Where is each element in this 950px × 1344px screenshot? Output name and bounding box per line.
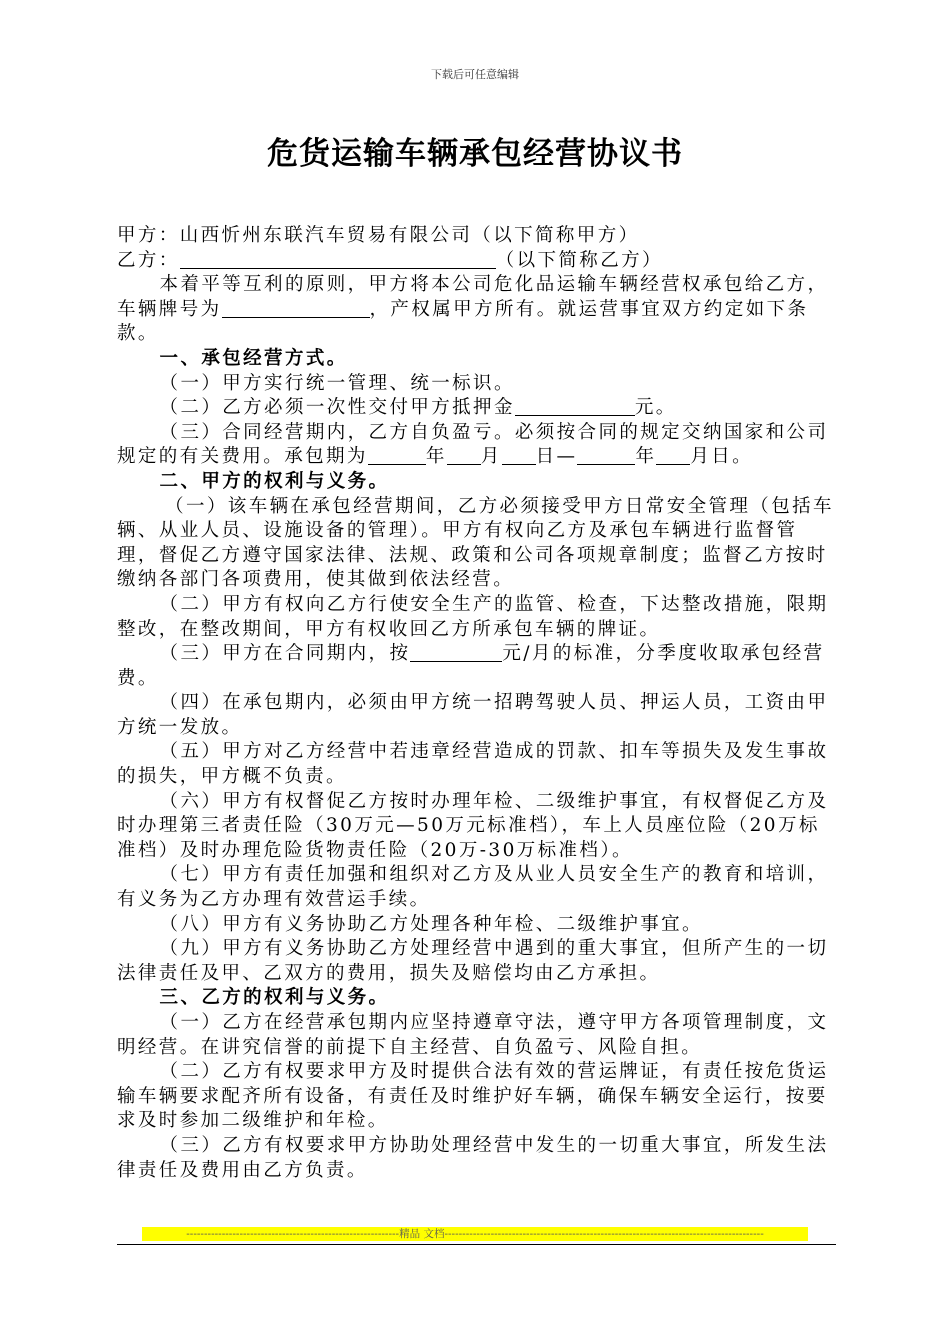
section-2-item-8: （八）甲方有义务协助乙方处理各种年检、二级维护事宜。 — [159, 913, 703, 935]
section-2-item-1: （一）该车辆在承包经营期间，乙方必须接受甲方日常安全管理（包括车辆、从业人员、设施设备的管理）。甲方有权向乙方及承包车辆进行监督管理，督促乙方遵守国家法律、法规、政策和公司各项规章制度；监督乙方按时缴纳各部门各项费用，使其做到依法经营。 — [117, 495, 834, 591]
end-month-blank[interactable] — [656, 446, 690, 465]
section-3-item-3: （三）乙方有权要求甲方协助处理经营中发生的一切重大事宜，所发生法律责任及费用由乙方负责。 — [117, 1134, 829, 1181]
deposit-blank[interactable] — [515, 397, 635, 416]
party-a-line: 甲方：山西忻州东联汽车贸易有限公司（以下简称甲方） — [117, 225, 640, 246]
start-month-unit: 月 — [480, 446, 502, 468]
monthly-fee-blank[interactable] — [410, 643, 502, 662]
section-1-item-1: （一）甲方实行统一管理、统一标识。 — [159, 372, 515, 394]
section-3-item-1: （一）乙方在经营承包期内应坚持遵章守法，遵守甲方各项管理制度，文明经营。在讲究信誉的前提下自主经营、自负盈亏、风险自担。 — [117, 1012, 829, 1058]
section-1-item-3 — [117, 421, 837, 470]
party-b-label: 乙方： — [117, 249, 180, 271]
section-2-title: 二、甲方的权利与义务。 — [159, 470, 390, 492]
start-month-blank[interactable] — [447, 446, 481, 465]
footer-divider — [117, 1244, 836, 1245]
party-b-suffix: （以下简称乙方） — [495, 249, 663, 271]
footer-watermark-bar: ------------------------------------------------------------精品 文档------------------------------------------------------------------------------------------ — [142, 1227, 808, 1241]
intro-text-a: 本着平等互利的原则，甲方将本公司危化品运输车辆经营权承包给乙方，车辆牌号为 — [117, 274, 829, 320]
section-2-item-9: （九）甲方有义务协助乙方处理经营中遇到的重大事宜，但所产生的一切法律责任及甲、乙双方的费用，损失及赔偿均由乙方承担。 — [117, 938, 829, 984]
end-year-blank[interactable] — [577, 446, 635, 465]
section-2-item-3 — [117, 642, 837, 691]
start-day-unit: 日— — [535, 446, 578, 468]
header-note: 下载后可任意编辑 — [431, 68, 519, 81]
fee-text-a: （三）甲方在合同期内，按 — [159, 643, 411, 665]
section-3-item-2: （二）乙方有权要求甲方及时提供合法有效的营运牌证，有责任按危货运输车辆要求配齐所有设备，有责任及时维护好车辆，确保车辆安全运行，按要求及时参加二级维护和年检。 — [117, 1061, 829, 1132]
section-2-item-6: （六）甲方有权督促乙方按时办理年检、二级维护事宜，有权督促乙方及时办理第三者责任险（30万元—50万元标准档），车上人员座位险（20万标准档）及时办理危险货物责任险（20万-30万标准档）。 — [117, 790, 829, 861]
party-b-line — [117, 249, 837, 274]
section-1-item-2 — [117, 396, 837, 421]
section-2-item-5: （五）甲方对乙方经营中若违章经营造成的罚款、扣车等损失及发生事故的损失，甲方概不负责。 — [117, 741, 829, 788]
start-day-blank[interactable] — [502, 446, 536, 465]
start-year-blank[interactable] — [368, 446, 426, 465]
document-title: 危货运输车辆承包经营协议书 — [267, 136, 683, 172]
section-2-item-7: （七）甲方有责任加强和组织对乙方及从业人员安全生产的教育和培训，有义务为乙方办理有效营运手续。 — [117, 864, 829, 911]
plate-number-blank[interactable] — [222, 299, 370, 318]
start-year-unit: 年 — [425, 446, 447, 468]
end-month-day-unit: 月日。 — [690, 446, 754, 468]
party-b-blank[interactable] — [180, 250, 496, 269]
deposit-text: （二）乙方必须一次性交付甲方抵押金 — [159, 397, 515, 419]
intro-paragraph — [117, 273, 837, 347]
section-3-title: 三、乙方的权利与义务。 — [159, 987, 390, 1009]
section-2-item-2: （二）甲方有权向乙方行使安全生产的监管、检查，下达整改措施，限期整改，在整改期间，甲方有权收回乙方所承包车辆的牌证。 — [117, 593, 829, 640]
fee-text-b: 元/月的标准，分季度收取承包经营费。 — [117, 643, 825, 689]
section-2-item-4: （四）在承包期内，必须由甲方统一招聘驾驶人员、押运人员，工资由甲方统一发放。 — [117, 692, 829, 738]
document-body — [117, 224, 837, 1183]
section-1-title: 一、承包经营方式。 — [159, 347, 348, 369]
intro-text-b: ，产权属甲方所有。就运营事宜双方约定如下条款。 — [117, 298, 809, 345]
term-text: （三）合同经营期内，乙方自负盈亏。必须按合同的规定交纳国家和公司规定的有关费用。承包期为 — [117, 421, 829, 468]
end-year-unit: 年 — [635, 446, 657, 468]
deposit-unit: 元。 — [634, 397, 677, 419]
